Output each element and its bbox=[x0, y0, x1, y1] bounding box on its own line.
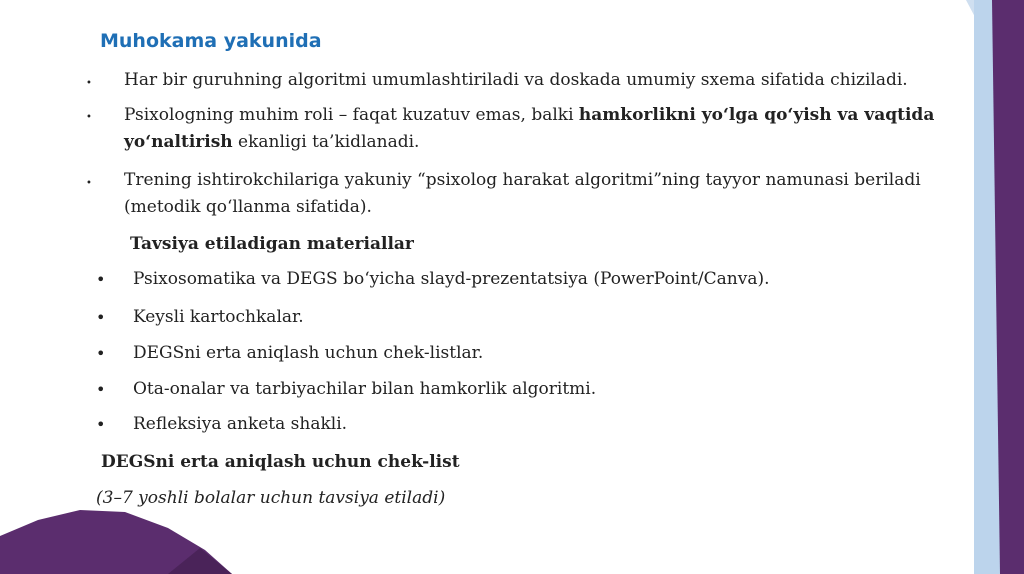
material-item-4: Ota-onalar va tarbiyachilar bilan hamkorlik algoritmi. bbox=[133, 379, 597, 399]
bullet-icon: • bbox=[96, 308, 106, 327]
bullet-icon: • bbox=[96, 415, 106, 434]
bullet-text-2-start: Psixologning muhim roli – faqat kuzatuv emas, balki bbox=[124, 105, 579, 125]
bullet-icon: • bbox=[96, 380, 106, 399]
material-item-5: Refleksiya anketa shakli. bbox=[133, 414, 348, 434]
bullet-icon: • bbox=[86, 178, 92, 189]
checklist-note: (3–7 yoshli bolalar uchun tavsiya etiladi) bbox=[96, 488, 446, 508]
bullet-text-1: Har bir guruhning algoritmi umumlashtiriladi va doskada umumiy sxema sifatida chiziladi. bbox=[124, 70, 908, 90]
bullet-icon: • bbox=[86, 78, 92, 89]
material-item-1: Psixosomatika va DEGS bo‘yicha slayd-prezentatsiya (PowerPoint/Canva). bbox=[133, 269, 770, 289]
checklist-heading: DEGSni erta aniqlash uchun chek-list bbox=[101, 452, 460, 472]
bullet-icon: • bbox=[86, 112, 92, 123]
bullet-text-3: Trening ishtirokchilariga yakuniy “psixolog harakat algoritmi”ning tayyor namunasi beriladi (metodik qo‘llanma sifatida). bbox=[124, 170, 921, 217]
slide-title: Muhokama yakunida bbox=[100, 30, 322, 52]
material-item-3: DEGSni erta aniqlash uchun chek-listlar. bbox=[133, 343, 484, 363]
bullet-icon: • bbox=[96, 270, 106, 289]
bullet-icon: • bbox=[96, 344, 106, 363]
material-item-2: Keysli kartochkalar. bbox=[133, 307, 304, 327]
bullet-text-2 bbox=[124, 102, 984, 156]
bullet-text-2-emphasis: hamkorlikni yo‘lga qo‘yish va vaqtida yo‘naltirish bbox=[124, 105, 935, 152]
materials-heading: Tavsiya etiladigan materiallar bbox=[130, 234, 414, 254]
bullet-text-2-end: ekanligi ta’kidlanadi. bbox=[232, 132, 420, 152]
